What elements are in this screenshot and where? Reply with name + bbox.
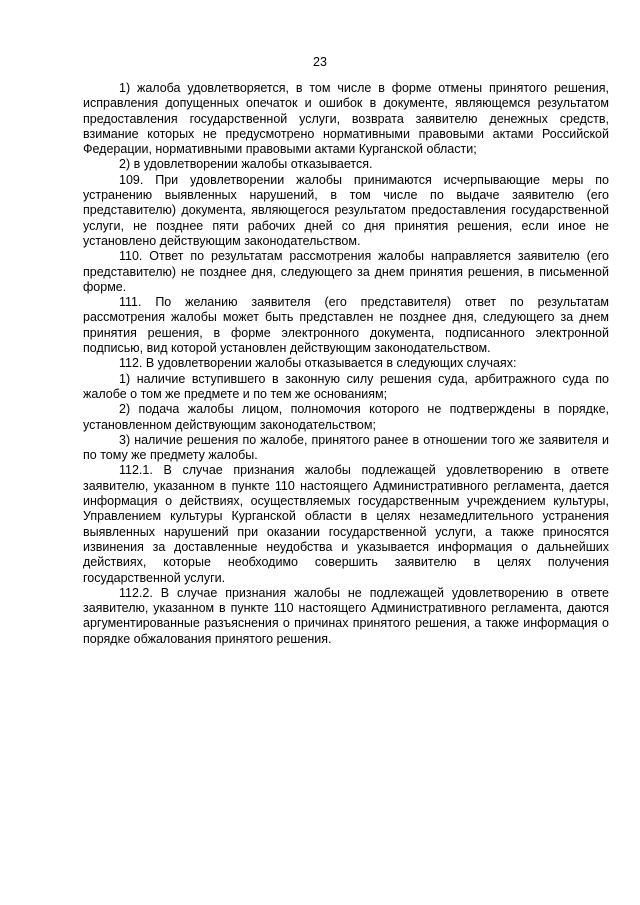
paragraph-112-1: 112.1. В случае признания жалобы подлежащей удовлетворению в ответе заявителю, указанном в пункте 110 настоящего Административного регламента, дается информация о действиях, осуществляемых государственным учреждением культуры, Управлением культуры Курганской области в целях незамедлительного устранения выявленных нарушений при оказании государственной услуги, а также приносятся извинения за доставленные неудобства и указывается информация о дальнейших действиях, которые необходимо совершить заявителю в целях получения государственной услуги. xyxy=(83,463,609,585)
paragraph-112-item-1: 1) наличие вступившего в законную силу решения суда, арбитражного суда по жалобе о том же предмете и по тем же основаниям; xyxy=(83,371,609,401)
paragraph-112: 112. В удовлетворении жалобы отказывается в следующих случаях: xyxy=(119,356,517,371)
paragraph-112-2: 112.2. В случае признания жалобы не подлежащей удовлетворению в ответе заявителю, указанном в пункте 110 настоящего Административного регламента, даются аргументированные разъяснения о причинах принятого решения, а также информация о порядке обжалования принятого решения. xyxy=(83,585,609,646)
page-number: 23 xyxy=(313,55,327,69)
paragraph-111: 111. По желанию заявителя (его представителя) ответ по результатам рассмотрения жалобы может быть представлен не позднее дня, следующего за днем принятия решения, в форме электронного документа, подписанного электронной подписью, вид которой установлен действующим законодательством. xyxy=(83,295,609,356)
document-body xyxy=(83,81,609,647)
paragraph-item-1-outcome-satisfied: 1) жалоба удовлетворяется, в том числе в форме отмены принятого решения, исправления допущенных опечаток и ошибок в документе, являющемся результатом предоставления государственной услуги, возврата заявителю денежных средств, взимание которых не предусмотрено нормативными правовыми актами Российской Федерации, нормативными правовыми актами Курганской области; xyxy=(83,81,609,157)
paragraph-112-item-2: 2) подача жалобы лицом, полномочия которого не подтверждены в порядке, установленном действующим законодательством; xyxy=(83,402,609,432)
paragraph-110: 110. Ответ по результатам рассмотрения жалобы направляется заявителю (его представителю) не позднее дня, следующего за днем принятия решения, в письменной форме. xyxy=(83,249,609,294)
paragraph-109: 109. При удовлетворении жалобы принимаются исчерпывающие меры по устранению выявленных нарушений, в том числе по выдаче заявителю (его представителю) документа, являющегося результатом предоставления государственной услуги, не позднее пяти рабочих дней со дня принятия решения, если иное не установлено действующим законодательством. xyxy=(83,172,609,248)
paragraph-item-2-outcome-refused: 2) в удовлетворении жалобы отказывается. xyxy=(119,157,373,172)
paragraph-112-item-3: 3) наличие решения по жалобе, принятого ранее в отношении того же заявителя и по тому же предмету жалобы. xyxy=(83,432,609,463)
